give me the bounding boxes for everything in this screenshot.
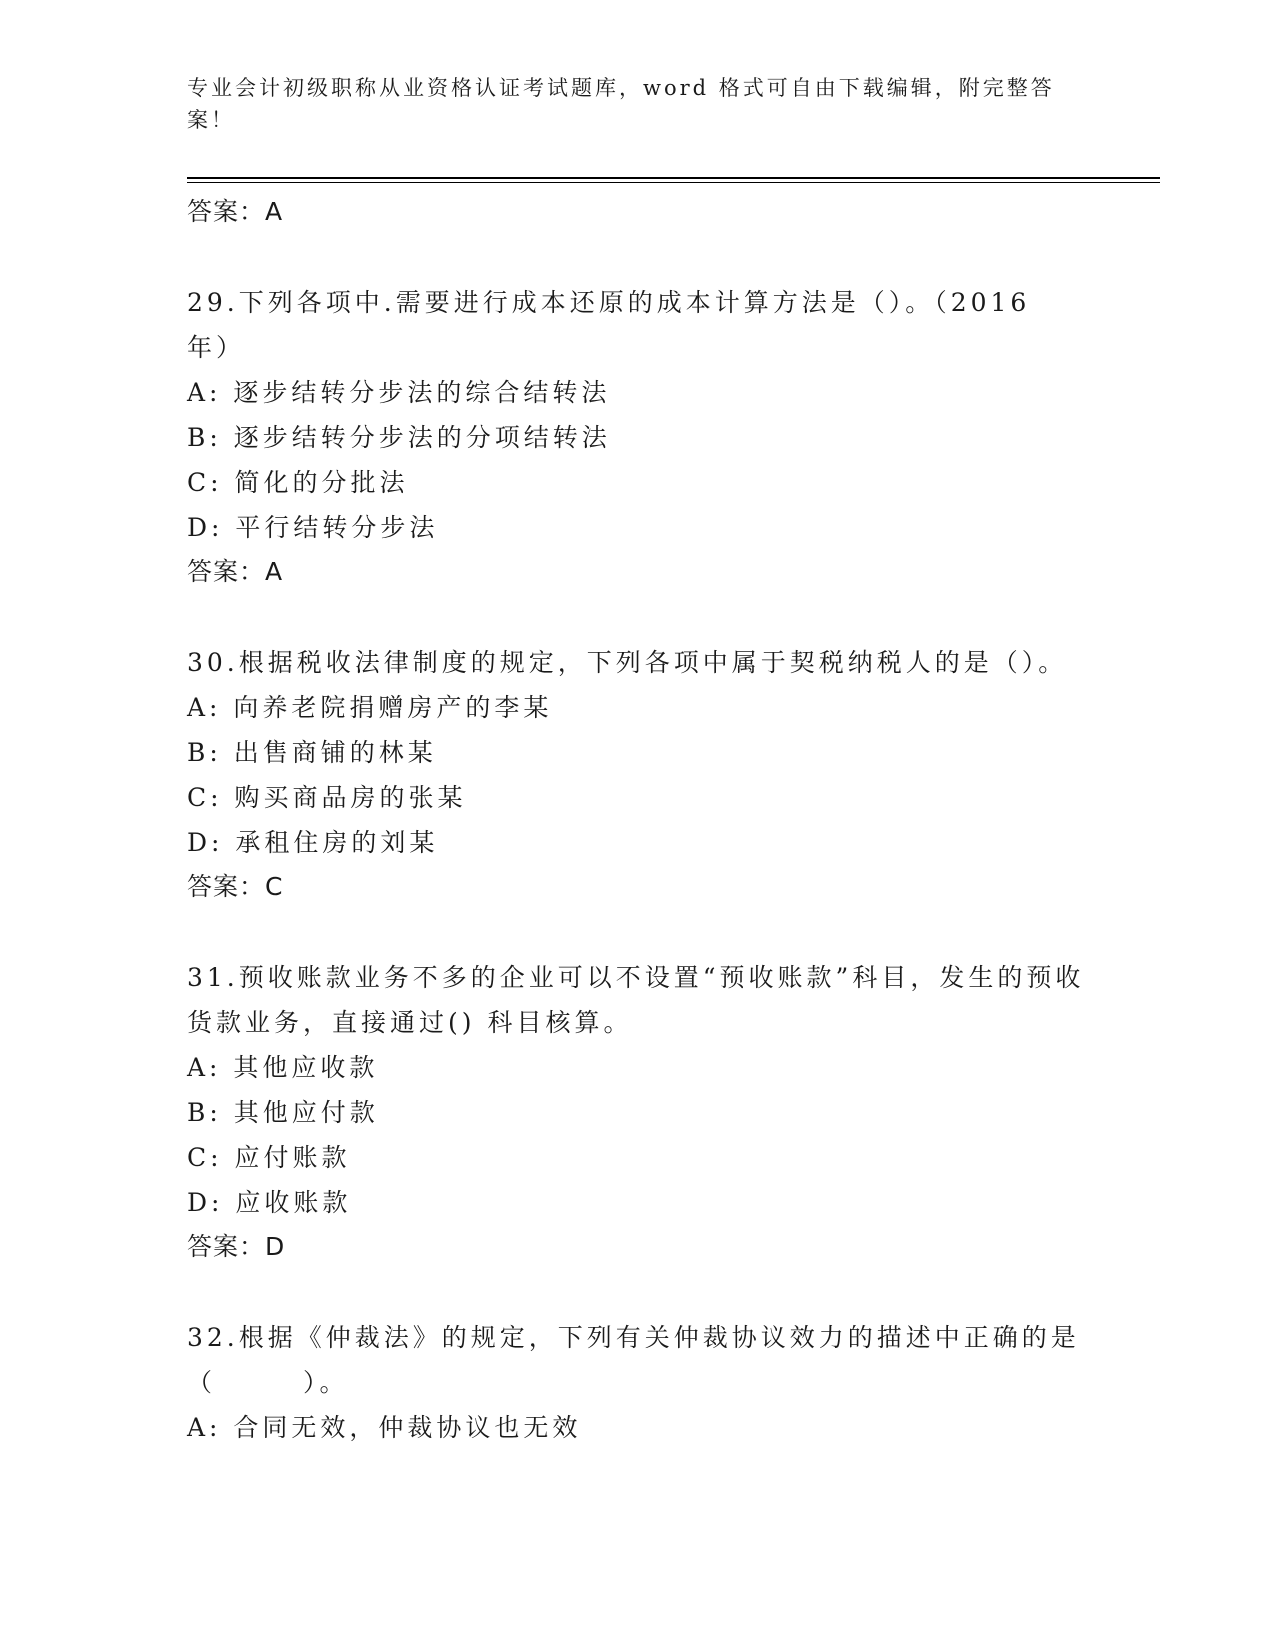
header-rule-thick — [187, 177, 1160, 179]
question-stem: 31.预收账款业务不多的企业可以不设置“预收账款”科目，发生的预收货款业务，直接通过() 科目核算。 — [187, 963, 1085, 1037]
spacer — [187, 234, 1087, 280]
option-c: C: 购买商品房的张某 — [187, 783, 467, 812]
option-b: B: 其他应付款 — [187, 1098, 379, 1127]
option-d: D: 承租住房的刘某 — [187, 828, 439, 857]
option-a: A: 向养老院捐赠房产的李某 — [187, 693, 553, 722]
option-d: D: 平行结转分步法 — [187, 513, 439, 542]
spacer — [187, 1269, 1087, 1315]
spacer — [187, 909, 1087, 955]
document-header: 专业会计初级职称从业资格认证考试题库，word 格式可自由下载编辑，附完整答案！ — [187, 76, 1055, 132]
question-32 — [187, 1315, 1087, 1450]
option-c: C: 简化的分批法 — [187, 468, 409, 497]
spacer — [187, 594, 1087, 640]
answer-label: 答案：C — [187, 872, 284, 901]
option-a: A: 合同无效，仲裁协议也无效 — [187, 1413, 582, 1442]
question-stem: 32.根据《仲裁法》的规定，下列有关仲裁协议效力的描述中正确的是（ ）。 — [187, 1323, 1080, 1397]
question-stem: 30.根据税收法律制度的规定，下列各项中属于契税纳税人的是（）。 — [187, 648, 1068, 677]
question-list — [187, 190, 1087, 1450]
question-30 — [187, 640, 1087, 909]
option-b: B: 逐步结转分步法的分项结转法 — [187, 423, 611, 452]
question-stem: 29.下列各项中.需要进行成本还原的成本计算方法是（）。（2016 年） — [187, 288, 1031, 362]
option-a: A: 其他应收款 — [187, 1053, 379, 1082]
answer-label: 答案：A — [187, 557, 284, 586]
question-31 — [187, 955, 1087, 1269]
question-29 — [187, 280, 1087, 594]
header-rule-thin — [187, 182, 1160, 183]
option-a: A: 逐步结转分步法的综合结转法 — [187, 378, 611, 407]
answer-label: 答案：D — [187, 1232, 286, 1261]
option-b: B: 出售商铺的林某 — [187, 738, 437, 767]
option-d: D: 应收账款 — [187, 1188, 352, 1217]
answer-label: 答案：A — [187, 197, 284, 226]
option-c: C: 应付账款 — [187, 1143, 351, 1172]
